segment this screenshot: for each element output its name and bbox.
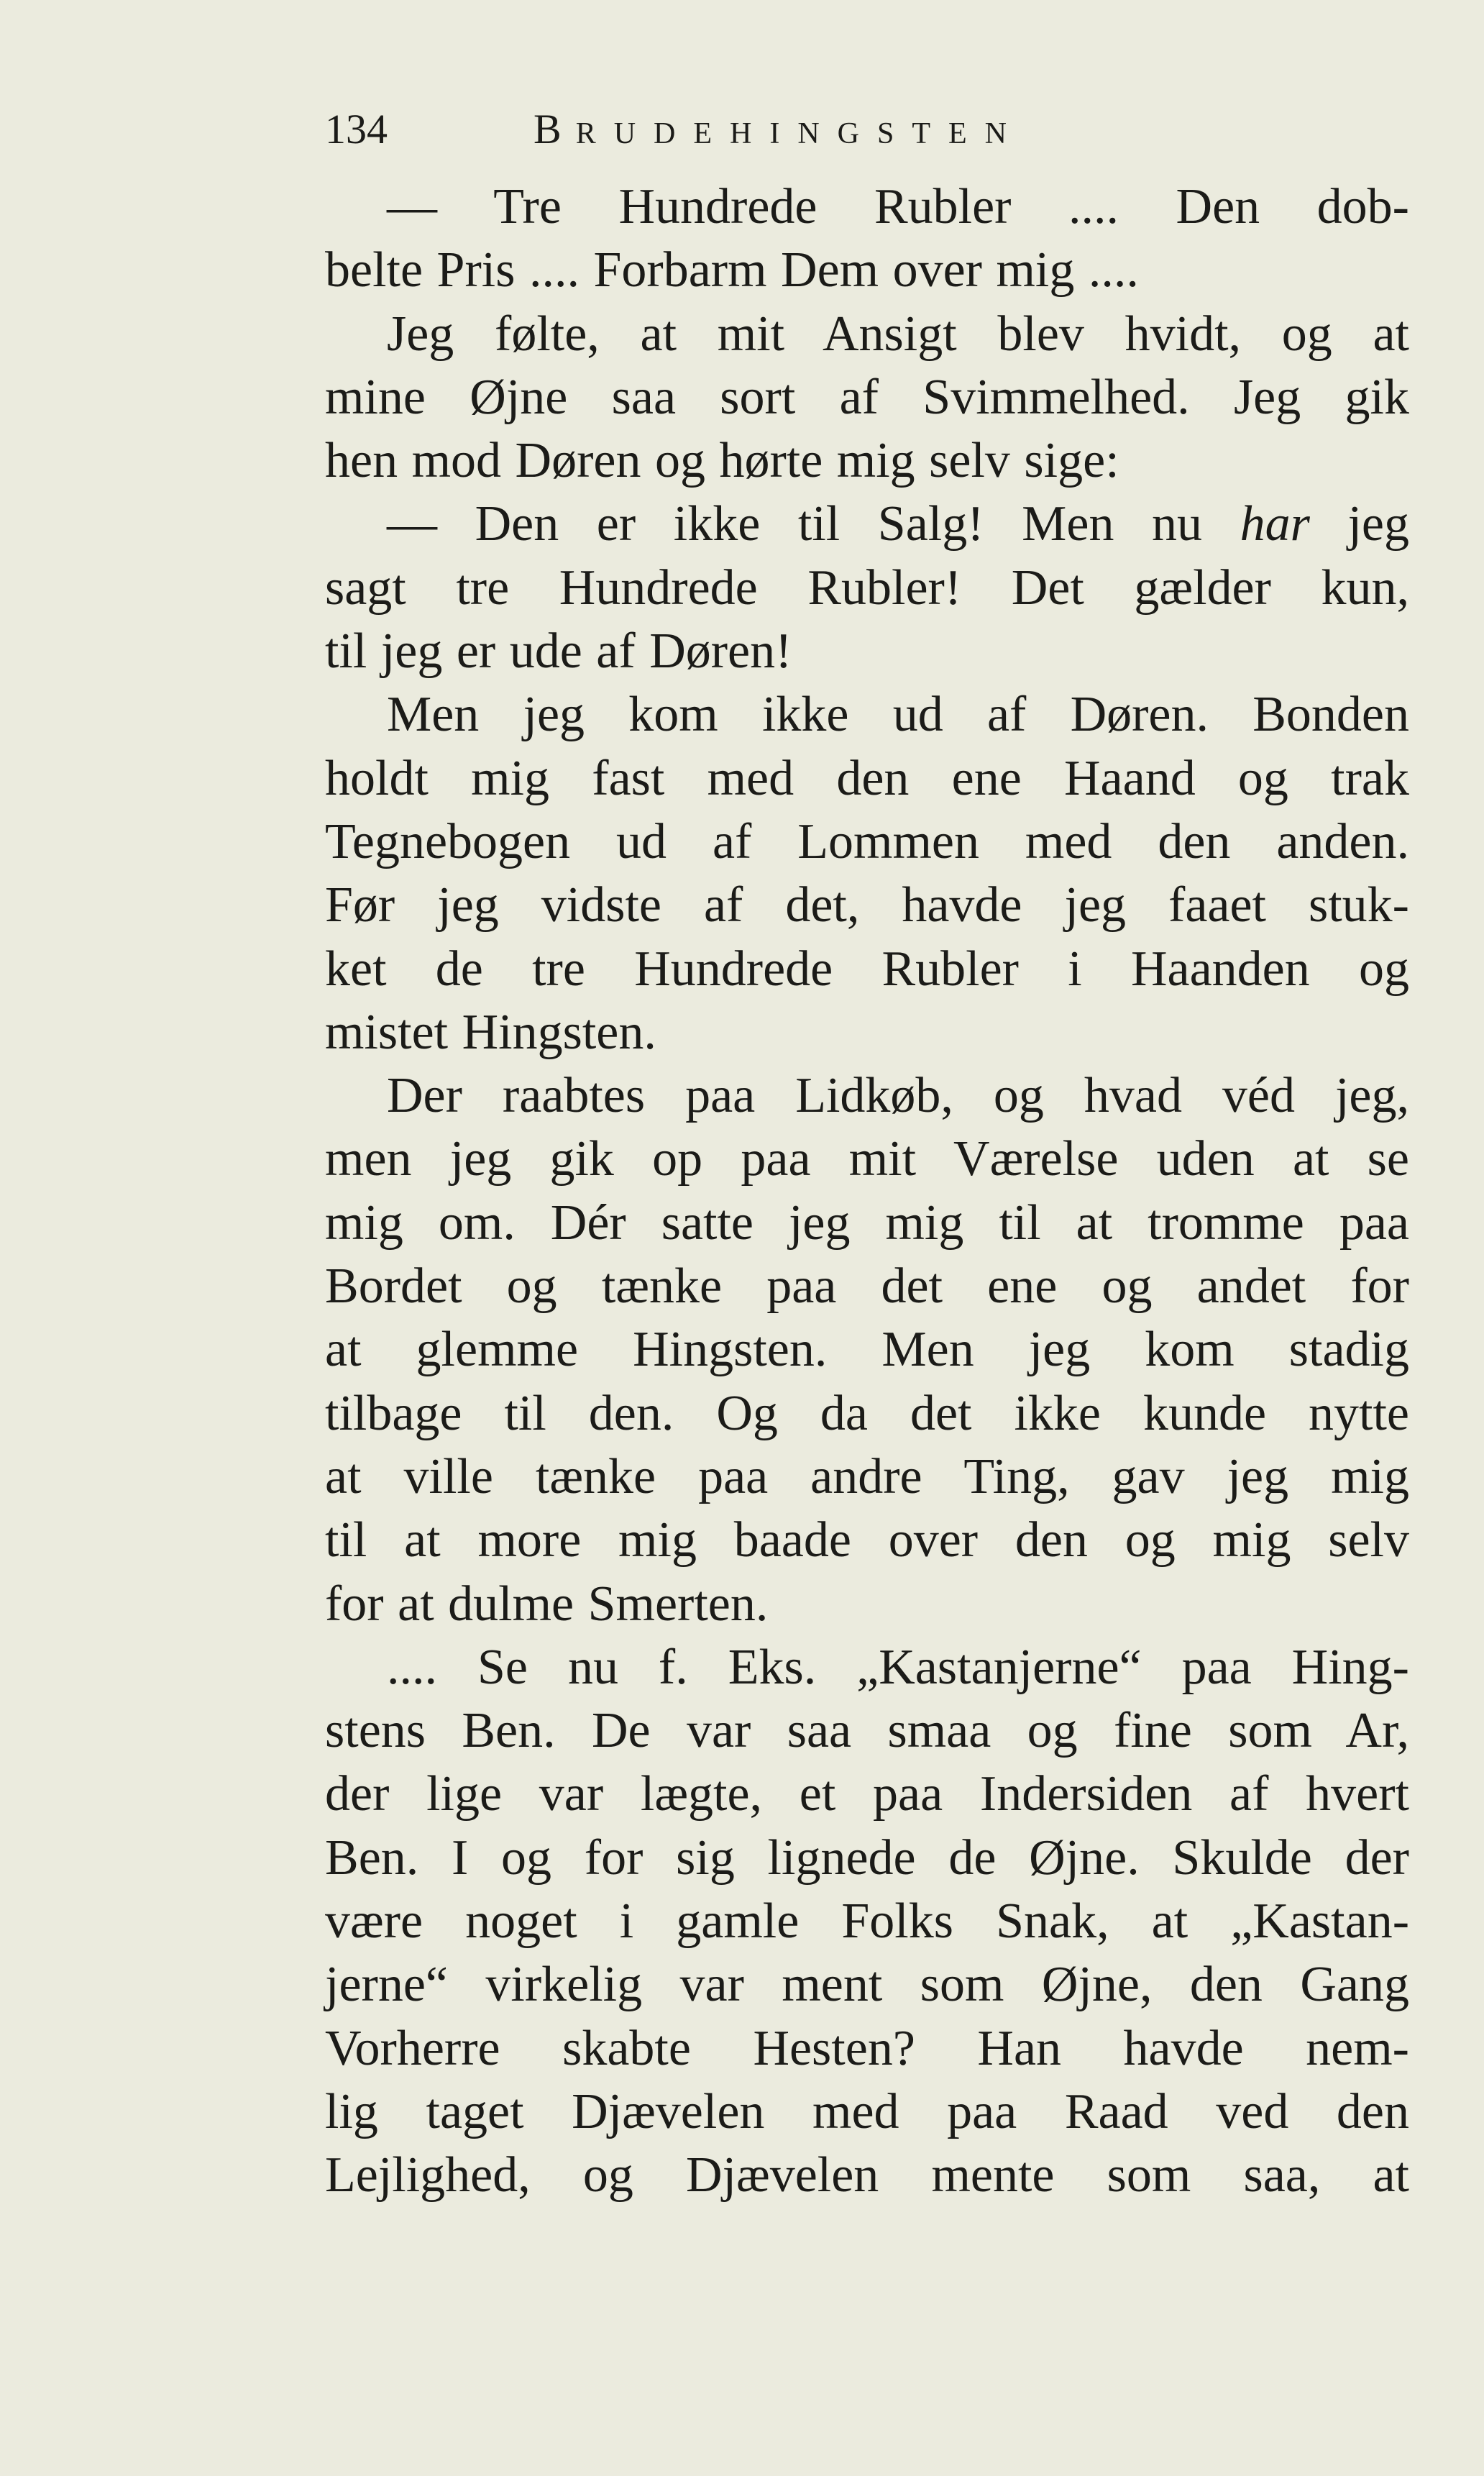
text-line: mistet Hingsten. [325, 1004, 656, 1060]
text-line: Vorherre skabte Hesten? Han havde nem- [325, 2020, 1409, 2076]
text-line: der lige var lægte, et paa Indersiden af hvert [325, 1766, 1409, 1822]
text-line: mig om. Dér satte jeg mig til at tromme paa [325, 1194, 1409, 1251]
text-segment: — Den er ikke til Salg! Men nu [387, 496, 1240, 552]
text-line: Ben. I og for sig lignede de Øjne. Skulde der [325, 1829, 1409, 1886]
text-line: Tegnebogen ud af Lommen med den anden. [325, 813, 1409, 869]
text-line: Men jeg kom ikke ud af Døren. Bonden [387, 687, 1409, 743]
text-line: stens Ben. De var saa smaa og fine som Ar, [325, 1703, 1409, 1759]
text-line: for at dulme Smerten. [325, 1576, 769, 1632]
text-line: hen mod Døren og hørte mig selv sige: [325, 433, 1119, 489]
text-line: være noget i gamle Folks Snak, at „Kastan- [325, 1893, 1409, 1950]
text-line: Før jeg vidste af det, havde jeg faaet stuk- [325, 877, 1409, 933]
text-line: men jeg gik op paa mit Værelse uden at se [325, 1131, 1409, 1187]
text-line: til at more mig baade over den og mig selv [325, 1512, 1409, 1568]
text-line: ket de tre Hundrede Rubler i Haanden og [325, 941, 1409, 997]
text-line: jerne“ virkelig var ment som Øjne, den Gang [325, 1957, 1409, 2013]
text-line: tilbage til den. Og da det ikke kunde nytte [325, 1385, 1409, 1441]
text-line: Der raabtes paa Lidkøb, og hvad véd jeg, [387, 1068, 1409, 1124]
text-line: sagt tre Hundrede Rubler! Det gælder kun, [325, 559, 1409, 616]
running-title-initial: B [533, 106, 576, 152]
text-line: at glemme Hingsten. Men jeg kom stadig [325, 1322, 1409, 1378]
text-line [325, 493, 1409, 556]
text-segment: jeg [1309, 496, 1409, 552]
text-line: Lejlighed, og Djævelen mente som saa, at [325, 2147, 1409, 2203]
text-line: — Tre Hundrede Rubler .... Den dob- [387, 179, 1409, 234]
page-body-text [325, 175, 1409, 2208]
text-line: lig taget Djævelen med paa Raad ved den [325, 2083, 1409, 2139]
text-line: til jeg er ude af Døren! [325, 623, 792, 680]
text-line: .... Se nu f. Eks. „Kastanjerne“ paa Hing- [387, 1639, 1409, 1695]
text-line: holdt mig fast med den ene Haand og trak [325, 750, 1409, 806]
page-header [325, 101, 1418, 158]
running-title-rest: RUDEHINGSTEN [575, 117, 1025, 150]
text-line: Bordet og tænke paa det ene og andet for [325, 1258, 1409, 1315]
page-number: 134 [325, 106, 388, 152]
text-line: Jeg følte, at mit Ansigt blev hvidt, og at [387, 306, 1409, 362]
running-title [533, 101, 1025, 163]
emphasized-word: har [1240, 496, 1310, 552]
text-line: belte Pris .... Forbarm Dem over mig .... [325, 242, 1139, 298]
text-line: mine Øjne saa sort af Svimmelhed. Jeg gik [325, 369, 1409, 425]
text-line: at ville tænke paa andre Ting, gav jeg mig [325, 1448, 1409, 1504]
